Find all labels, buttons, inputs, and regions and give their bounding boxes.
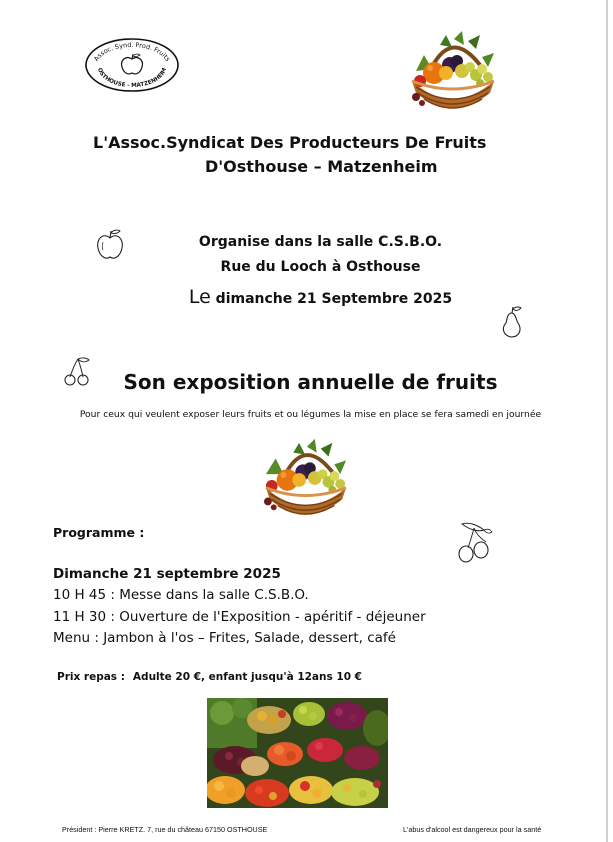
date-prefix: Le: [188, 286, 211, 308]
date-text: dimanche 21 Septembre 2025: [210, 291, 453, 307]
footer-warning: L'abus d'alcool est dangereux pour la santé: [403, 825, 542, 834]
organise-line: Organise dans la salle C.S.B.O.: [198, 234, 443, 250]
programme-heading: Programme :: [53, 525, 145, 540]
fruit-display-photo: [207, 698, 388, 808]
logo-bottom-text: OSTHOUSE - MATZENHEIM: [95, 67, 169, 90]
programme-item: 10 H 45 : Messe dans la salle C.S.B.O.: [53, 587, 309, 603]
header-line-2: D'Osthouse – Matzenheim: [205, 157, 438, 176]
programme-item: Menu : Jambon à l'os – Frites, Salade, dessert, café: [53, 630, 396, 646]
plums-doodle-icon: [454, 520, 494, 566]
price-value: Adulte 20 €, enfant jusqu'à 12ans 10 €: [132, 671, 362, 683]
fruit-basket-icon: [256, 435, 356, 521]
programme-item: 11 H 30 : Ouverture de l'Exposition - apéritif - déjeuner: [53, 609, 426, 625]
pear-doodle-icon: [499, 305, 525, 339]
header-line-1: L'Assoc.Syndicat Des Producteurs De Fruits: [93, 133, 487, 152]
programme-day: Dimanche 21 septembre 2025: [53, 566, 281, 582]
fruit-basket-icon: [402, 27, 504, 115]
exhibition-note: Pour ceux qui veulent exposer leurs fruits et ou légumes la mise en place se fera samedi en journée: [79, 409, 542, 420]
meal-price: [57, 671, 362, 683]
association-logo: [84, 37, 180, 93]
exhibition-title: Son exposition annuelle de fruits: [123, 370, 498, 394]
page-edge: [606, 0, 608, 842]
footer-president: Président : Pierre KRETZ. 7, rue du château 67150 OSTHOUSE: [62, 825, 268, 834]
price-label: Prix repas :: [57, 671, 125, 683]
logo-top-text: Assoc. Synd. Prod. Fruits: [92, 40, 172, 63]
address-line: Rue du Looch à Osthouse: [220, 259, 421, 275]
